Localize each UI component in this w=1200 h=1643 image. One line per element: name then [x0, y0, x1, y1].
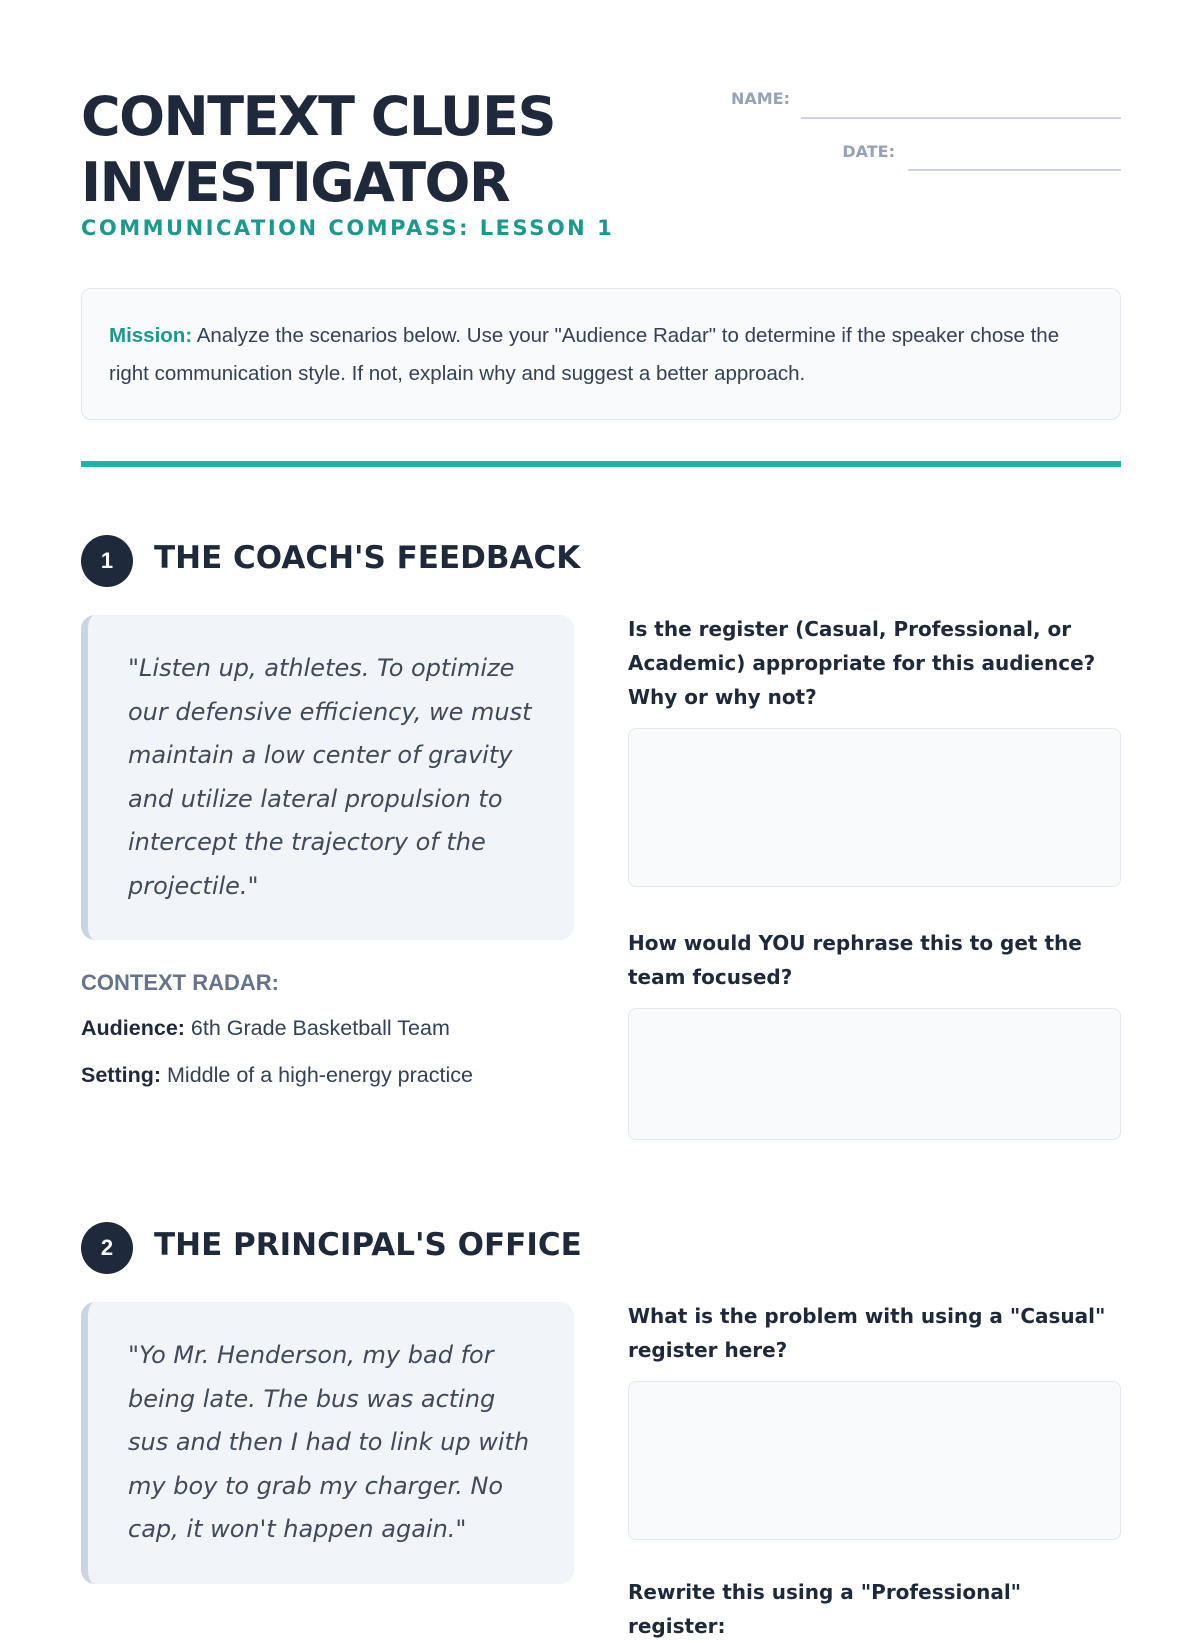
section-1-answer-2[interactable] [628, 1008, 1121, 1140]
date-field[interactable] [908, 169, 1121, 171]
mission-label: Mission: [109, 324, 193, 347]
section-1-question-2: How would YOU rephrase this to get the team focused? [628, 931, 1082, 989]
section-1-title: THE COACH'S FEEDBACK [154, 540, 581, 576]
section-2-number-badge: 2 [81, 1222, 133, 1274]
mission-box [81, 288, 1121, 420]
name-field[interactable] [801, 117, 1121, 119]
setting-label: Setting: [81, 1063, 162, 1087]
audience-value: 6th Grade Basketball Team [184, 1016, 450, 1040]
section-1-question-1: Is the register (Casual, Professional, or Academic) appropriate for this audience? Why or why not? [628, 617, 1096, 709]
section-1-answer-1[interactable] [628, 728, 1121, 887]
mission-text: Analyze the scenarios below. Use your "Audience Radar" to determine if the speaker chose the right communication style. If not, explain why and suggest a better approach. [109, 324, 1060, 385]
title-line-1: CONTEXT CLUES [81, 85, 555, 148]
section-2-title: THE PRINCIPAL'S OFFICE [154, 1227, 582, 1263]
setting-value: Middle of a high-energy practice [161, 1063, 473, 1087]
title-line-2: INVESTIGATOR [81, 151, 510, 214]
section-2-quote: "Yo Mr. Henderson, my bad for being late. The bus was acting sus and then I had to link up with my boy to grab my charger. No cap, it won't happen again." [81, 1302, 574, 1584]
name-label: NAME: [730, 89, 790, 108]
audience-label: Audience: [81, 1016, 185, 1040]
audience-row [81, 1016, 450, 1041]
section-divider [81, 461, 1121, 467]
section-2-question-2: Rewrite this using a "Professional" register: [628, 1580, 1022, 1638]
context-radar-title: CONTEXT RADAR: [81, 970, 279, 995]
lesson-subtitle: COMMUNICATION COMPASS: LESSON 1 [81, 216, 615, 240]
section-2-answer-1[interactable] [628, 1381, 1121, 1540]
date-label: DATE: [842, 142, 895, 161]
section-1-quote: "Listen up, athletes. To optimize our defensive efficiency, we must maintain a low center of gravity and utilize lateral propulsion to intercept the trajectory of the projectile." [81, 615, 574, 940]
section-2-question-1: What is the problem with using a "Casual" register here? [628, 1304, 1106, 1362]
page-title [81, 84, 555, 216]
setting-row [81, 1063, 473, 1088]
section-1-number-badge: 1 [81, 535, 133, 587]
